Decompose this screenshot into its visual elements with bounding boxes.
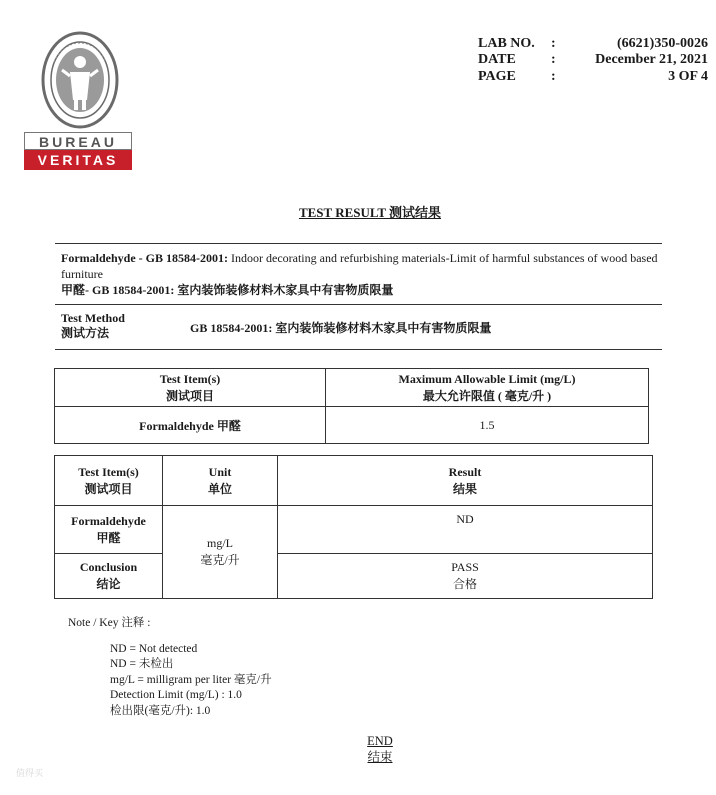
limit-header-max-cn: 最大允许限值 ( 毫克/升 ) [422,388,552,403]
test-method-label-en: Test Method [61,311,125,325]
end-cn: 结束 [367,750,393,764]
logo-band-top: BUREAU [24,132,132,150]
table-row [55,554,653,599]
result-table-header-row [55,456,653,506]
note-line: mg/L = milligram per liter 毫克/升 [110,673,272,686]
result-row2-item-cn: 结论 [96,577,121,591]
result-header-unit-en: Unit [208,464,232,479]
result-row2-value-en: PASS [451,560,479,574]
table-row [55,506,653,554]
date-label: DATE [478,52,516,67]
result-table [54,455,653,599]
result-row1-item [55,506,163,554]
seal-emblem-icon [40,30,120,130]
result-header-item [55,456,163,506]
logo-band-bottom: VERITAS [24,150,132,170]
result-row1-item-en: Formaldehyde [71,513,146,528]
result-unit-cn: 毫克/升 [200,553,240,567]
notes-list [110,642,272,719]
note-line: Detection Limit (mg/L) : 1.0 [110,689,242,702]
date-value: December 21, 2021 [595,52,708,67]
test-method-label [61,311,125,341]
result-header-item-cn: 测试项目 [84,481,133,496]
standard-en-rest: Indoor decorating and refurbishing materials-Limit of harmful substances of wood based furniture [61,251,658,281]
result-header-item-en: Test Item(s) [78,464,139,479]
note-title: Note / Key 注释 : [68,617,151,629]
page-colon: : [551,69,556,84]
watermark: 值得买 [16,769,44,779]
result-row2-value [278,554,653,599]
limit-header-max-en: Maximum Allowable Limit (mg/L) [398,371,576,386]
result-unit-en: mg/L [207,536,233,550]
divider-bottom [55,349,662,350]
result-header-result-en: Result [448,464,482,479]
lab-no-value: (6621)350-0026 [617,36,708,51]
result-row2-item-en: Conclusion [79,560,138,574]
result-unit-cell [163,506,278,599]
table-row [55,407,649,444]
page-value: 3 OF 4 [668,69,708,84]
date-colon: : [551,52,556,67]
result-header-result [278,456,653,506]
note-line: 检出限(毫克/升): 1.0 [110,704,211,717]
result-row1-item-cn: 甲醛 [96,530,121,545]
note-line: ND = Not detected [110,643,198,655]
limit-header-item-cn: 测试项目 [165,388,214,403]
result-header-unit [163,456,278,506]
lab-no-colon: : [551,36,556,51]
divider-middle [55,304,662,305]
result-row2-item [55,554,163,599]
limit-header-item-en: Test Item(s) [159,371,221,386]
result-row2-value-cn: 合格 [452,577,477,591]
divider-top [55,243,662,244]
bureau-veritas-logo [24,30,134,170]
lab-no-label: LAB NO. [478,36,535,51]
standard-cn: 甲醛- GB 18584-2001: 室内装饰装修材料木家具中有害物质限量 [61,283,394,297]
note-line: ND = 未检出 [110,658,174,671]
limit-header-max [326,369,649,407]
page-label: PAGE [478,69,516,84]
limit-row-item: Formaldehyde 甲醛 [55,407,326,444]
document-title: TEST RESULT 测试结果 [298,205,442,220]
end-marker [340,733,420,765]
limit-header-item [55,369,326,407]
test-method-label-cn: 测试方法 [61,326,110,340]
limit-table [54,368,649,444]
result-row1-value: ND [278,506,653,554]
limit-table-header-row [55,369,649,407]
test-method-value: GB 18584-2001: 室内装饰装修材料木家具中有害物质限量 [190,321,492,335]
result-header-unit-cn: 单位 [207,481,232,496]
limit-row-value: 1.5 [326,407,649,444]
standard-en [61,250,659,282]
end-en: END [367,734,393,748]
result-header-result-cn: 结果 [452,481,477,496]
standard-en-bold: Formaldehyde - GB 18584-2001: [61,251,228,265]
standard-description [61,250,659,298]
